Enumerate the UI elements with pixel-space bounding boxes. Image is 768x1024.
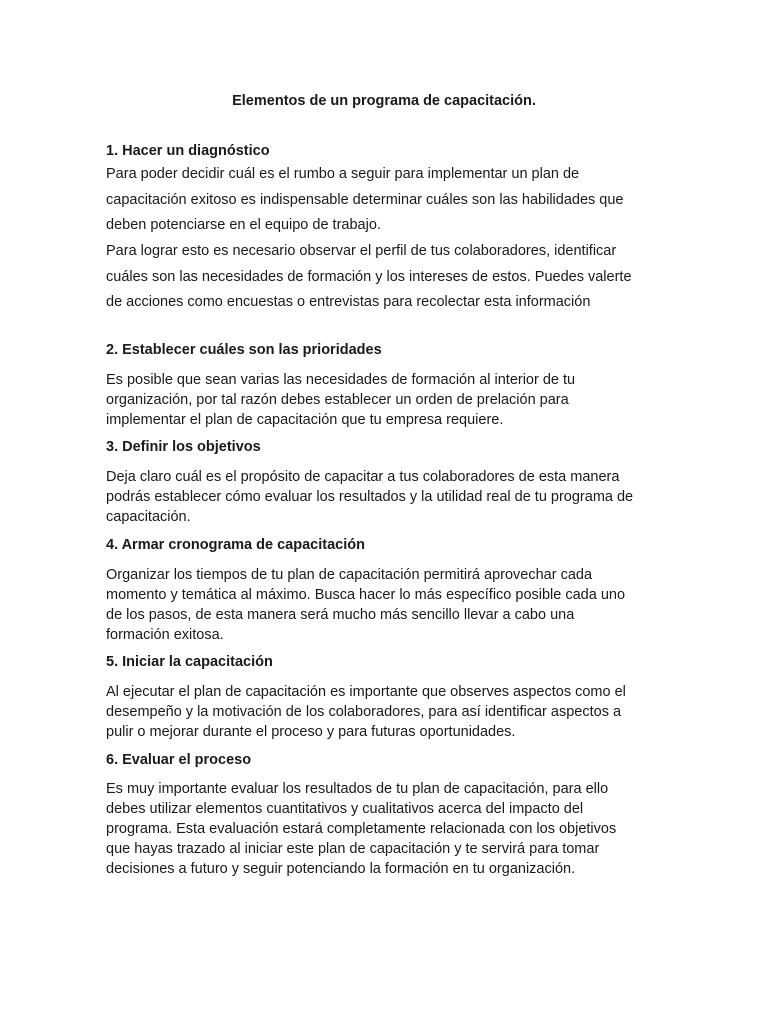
section-4-heading: 4. Armar cronograma de capacitación xyxy=(106,537,365,553)
section-5-heading: 5. Iniciar la capacitación xyxy=(106,654,273,670)
section-6-heading: 6. Evaluar el proceso xyxy=(106,752,252,768)
section-2-paragraph: Es posible que sean varias las necesidades de formación al interior de tu organización, por tal razón debes establecer un orden de prelación para implementar el plan de capacitación que tu empresa requiere. xyxy=(106,372,576,428)
section-2-heading: 2. Establecer cuáles son las prioridades xyxy=(106,342,382,358)
section-1-paragraph-2: Para lograr esto es necesario observar el perfil de tus colaboradores, identificar cuáles son las necesidades de formación y los intereses de estos. Puedes valerte de acciones como encuestas o entrevistas para recolectar esta información xyxy=(106,243,632,310)
section-5-paragraph: Al ejecutar el plan de capacitación es importante que observes aspectos como el desempeño y la motivación de los colaboradores, para así identificar aspectos a pulir o mejorar durante el proceso y para futuras oportunidades. xyxy=(106,684,626,740)
section-3-heading: 3. Definir los objetivos xyxy=(106,439,261,455)
section-1-heading: 1. Hacer un diagnóstico xyxy=(106,143,270,159)
section-6-paragraph: Es muy importante evaluar los resultados de tu plan de capacitación, para ello debes utilizar elementos cuantitativos y cualitativos acerca del impacto del programa. Esta evaluación estará completamente relacionada con los objetivos que hayas trazado al iniciar este plan de capacitación y te servirá para tomar decisiones a futuro y seguir potenciando la formación en tu organización. xyxy=(106,781,617,877)
section-4-paragraph: Organizar los tiempos de tu plan de capacitación permitirá aprovechar cada momento y temática al máximo. Busca hacer lo más específico posible cada uno de los pasos, de esta manera será mucho más sencillo llevar a cabo una formación exitosa. xyxy=(106,567,626,643)
section-1-paragraph-1: Para poder decidir cuál es el rumbo a seguir para implementar un plan de capacitación exitoso es indispensable determinar cuáles son las habilidades que deben potenciarse en el equipo de trabajo. xyxy=(106,166,624,233)
document-title: Elementos de un programa de capacitación. xyxy=(232,93,536,109)
section-3-paragraph: Deja claro cuál es el propósito de capacitar a tus colaboradores de esta manera podrás establecer cómo evaluar los resultados y la utilidad real de tu programa de capacitación. xyxy=(106,469,634,525)
